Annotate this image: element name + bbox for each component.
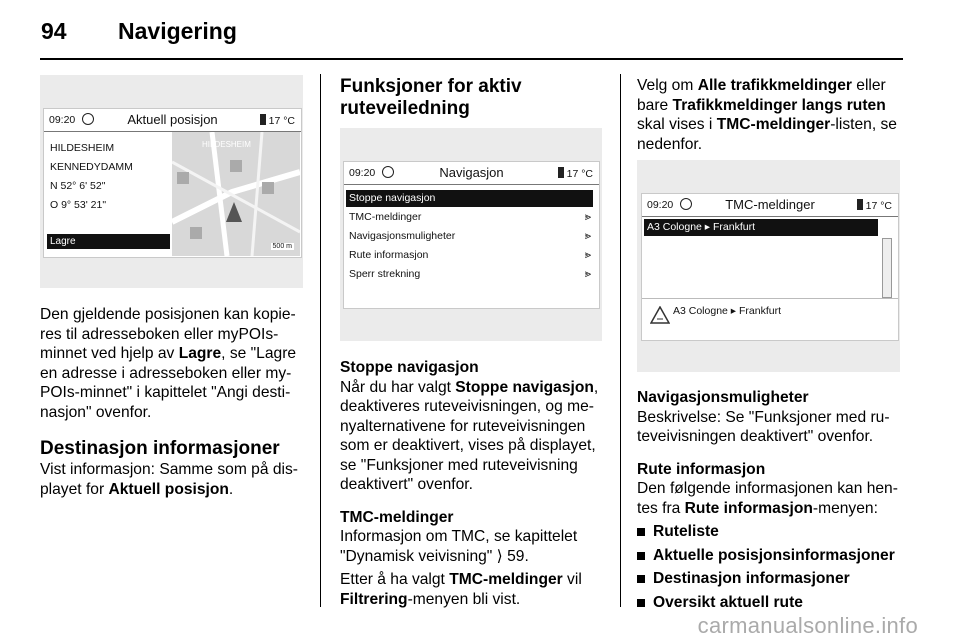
- status-bar: [642, 194, 898, 217]
- column-divider-right: [620, 74, 621, 607]
- copy-position-paragraph: Den gjeldende posisjonen kan kopie- res til adresseboken eller myPOIs- minnet ved hjelp av Lagre, se "Lagre en adresse i adresseboken eller my- POIs-minnet" i kapittelet "Angi desti- nasjon" ovenfor.: [40, 306, 297, 421]
- temperature: 17 °C: [260, 114, 295, 127]
- column-1-text: [40, 305, 310, 499]
- active-guidance-heading: Funksjoner for aktiv ruteveiledning: [340, 76, 522, 119]
- longitude-line: O 9° 53' 21": [50, 199, 107, 211]
- position-screen: [43, 108, 302, 258]
- position-info: [50, 139, 133, 215]
- map-city-label: HILDESHEIM: [202, 140, 251, 149]
- divider: [642, 298, 898, 299]
- map-view[interactable]: [172, 132, 300, 256]
- thermometer-icon: [857, 199, 863, 210]
- destination-info-paragraph: Vist informasjon: Samme som på dis- playet for Aktuell posisjon.: [40, 461, 298, 498]
- tmc-selected-item[interactable]: A3 Cologne ▸ Frankfurt: [644, 219, 878, 236]
- menu-item-stop-navigation[interactable]: Stoppe navigasjon: [346, 190, 593, 207]
- menu-item-block-route[interactable]: Sperr strekning ⪢: [346, 266, 593, 283]
- stop-navigation-heading: Stoppe navigasjon: [340, 359, 479, 376]
- clock: 09:20: [49, 114, 76, 126]
- route-info-paragraph: Den følgende informasjonen kan hen- tes fra Rute informasjon-menyen:: [637, 480, 898, 517]
- menu-item-route-info[interactable]: Rute informasjon ⪢: [346, 247, 593, 264]
- tmc-screen: [641, 193, 899, 341]
- route-info-heading: Rute informasjon: [637, 460, 766, 478]
- scrollbar[interactable]: [882, 238, 892, 298]
- page-title: Navigering: [118, 18, 237, 44]
- column-2-text: [340, 358, 612, 609]
- clock: 09:20: [349, 167, 376, 179]
- warning-triangle-icon: [650, 306, 670, 324]
- tmc-detail-text: A3 Cologne ▸ Frankfurt: [673, 305, 781, 317]
- column-divider-left: [320, 74, 321, 607]
- column-3-intro: [637, 76, 909, 154]
- temperature: 17 °C: [558, 167, 593, 180]
- tmc-heading: TMC-meldinger: [340, 508, 454, 526]
- chevron-right-icon: ⪢: [584, 211, 591, 223]
- nav-options-heading: Navigasjonsmuligheter: [637, 389, 809, 406]
- street-line: KENNEDYDAMM: [50, 161, 133, 173]
- save-button[interactable]: Lagre: [47, 234, 170, 249]
- destination-info-heading: Destinasjon informasjoner: [40, 438, 280, 459]
- status-bar: [344, 162, 599, 185]
- clock: 09:20: [647, 199, 674, 211]
- page-ref-icon: ⟩: [496, 547, 503, 565]
- tmc-paragraph: Informasjon om TMC, se kapittelet "Dynamisk veivisning" ⟩ 59.: [340, 528, 578, 565]
- watermark: carmanualsonline.info: [697, 613, 918, 638]
- screen-title: Aktuell posisjon: [127, 112, 218, 127]
- city-line: HILDESHEIM: [50, 142, 115, 154]
- list-item: Aktuelle posisjonsinformasjoner: [637, 546, 909, 566]
- thermometer-icon: [558, 167, 564, 178]
- menu-item-tmc[interactable]: TMC-meldinger ⪢: [346, 209, 593, 226]
- page-number: 94: [41, 18, 67, 44]
- latitude-line: N 52° 6' 52": [50, 180, 106, 192]
- chevron-right-icon: ⪢: [584, 268, 591, 280]
- nav-options-paragraph: Beskrivelse: Se "Funksjoner med ru- teveivisningen deaktivert" ovenfor.: [637, 408, 890, 445]
- list-item: Ruteliste: [637, 522, 909, 542]
- map-graphic: [172, 132, 300, 256]
- thermometer-icon: [260, 114, 266, 125]
- list-item: Oversikt aktuell rute: [637, 593, 909, 613]
- map-scale: 500 m: [272, 243, 292, 250]
- screen-title: Navigasjon: [439, 165, 504, 180]
- list-item: Destinasjon informasjoner: [637, 569, 909, 589]
- column-3-text: [637, 388, 909, 612]
- stop-navigation-paragraph: Når du har valgt Stoppe navigasjon, deaktiveres ruteveivisningen, og me- nyalternativene for ruteveivisningen som er deaktivert, vises på displayet, se "Funksjoner med ruteveivisning deaktivert" ovenfor.: [340, 378, 599, 493]
- temperature: 17 °C: [857, 199, 892, 212]
- status-bar: [44, 109, 301, 132]
- screen-title: TMC-meldinger: [725, 197, 815, 212]
- chevron-right-icon: ⪢: [584, 249, 591, 261]
- chevron-right-icon: ⪢: [584, 230, 591, 242]
- tmc-after-paragraph: Etter å ha valgt TMC-meldinger vil Filtrering-menyen bli vist.: [340, 571, 582, 608]
- header-rule: [40, 58, 903, 60]
- tmc-filter-paragraph: Velg om Alle trafikkmeldinger eller bare Trafikkmeldinger langs ruten skal vises i TMC-meldinger-listen, se nedenfor.: [637, 77, 897, 153]
- menu-item-nav-options[interactable]: Navigasjonsmuligheter ⪢: [346, 228, 593, 245]
- column-2-heading: [340, 76, 610, 120]
- navigation-screen: [343, 161, 600, 309]
